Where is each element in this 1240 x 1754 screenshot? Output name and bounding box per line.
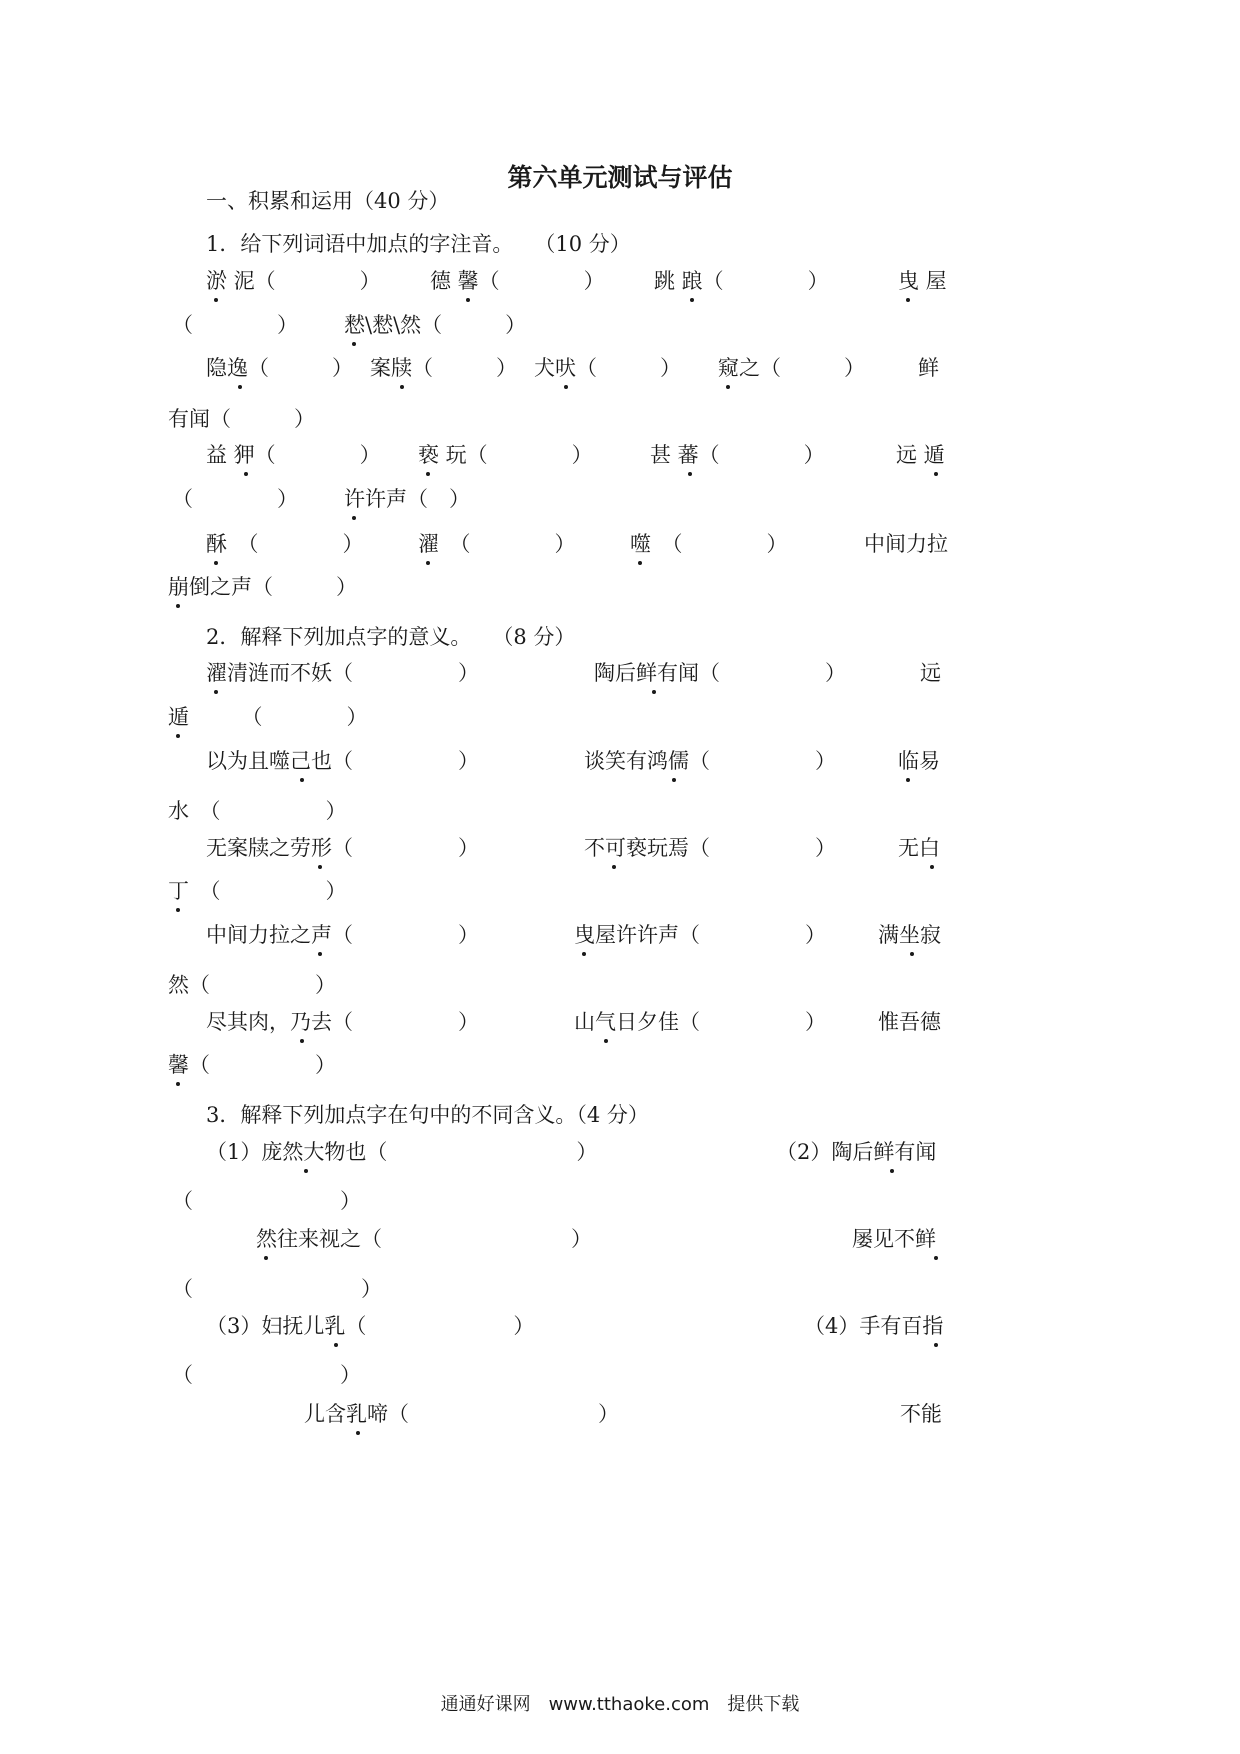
question-2-heading: 2．解释下列加点字的意义。 （8 分） [206, 625, 576, 649]
emphasis-dot [300, 1039, 304, 1043]
q1-item: 淤 泥（ ） [206, 269, 381, 293]
q1-item: 中间力拉 [864, 532, 948, 556]
emphasis-dot [672, 778, 676, 782]
emphasis-dot [176, 604, 180, 608]
emphasis-dot [638, 561, 642, 565]
emphasis-dot [304, 1169, 308, 1173]
q3-item: 然往来视之（ ） [256, 1227, 592, 1251]
emphasis-dot [726, 385, 730, 389]
q1-item: 隐逸（ ） [206, 356, 353, 380]
footer-text: 通通好课网 www.tthaoke.com 提供下载 [440, 1694, 800, 1715]
emphasis-dot [214, 561, 218, 565]
emphasis-dot [426, 472, 430, 476]
emphasis-dot [352, 342, 356, 346]
emphasis-dot [356, 1431, 360, 1435]
q2-item: 远 [920, 661, 941, 685]
emphasis-dot [934, 472, 938, 476]
q1-item: 案牍（ ） [370, 356, 517, 380]
q2-item: 水 （ ） [168, 799, 347, 823]
q2-item: 陶后鲜有闻（ ） [594, 661, 846, 685]
emphasis-dot [352, 516, 356, 520]
q1-item: 噬 （ ） [630, 532, 788, 556]
q1-item: 有闻（ ） [168, 407, 315, 431]
q3-item: 儿含乳啼（ ） [304, 1402, 619, 1426]
emphasis-dot [906, 298, 910, 302]
q2-item: 遁 （ ） [168, 705, 368, 729]
q1-item: 犬吠（ ） [534, 356, 681, 380]
emphasis-dot [652, 690, 656, 694]
emphasis-dot [612, 865, 616, 869]
emphasis-dot [176, 1082, 180, 1086]
q3-item: （1）庞然大物也（ ） [206, 1140, 598, 1164]
emphasis-dot [564, 385, 568, 389]
q2-item: 曳屋许许声（ ） [574, 923, 826, 947]
emphasis-dot [466, 298, 470, 302]
emphasis-dot [934, 1343, 938, 1347]
q1-item: 远 遁 [896, 443, 945, 467]
q2-item: 临易 [898, 749, 940, 773]
q1-item: 许许声（ ） [344, 487, 470, 511]
question-3-heading: 3．解释下列加点字在句中的不同含义。（4 分） [206, 1103, 649, 1127]
q1-item: 亵 玩（ ） [418, 443, 593, 467]
emphasis-dot [582, 952, 586, 956]
q1-item: 崩倒之声（ ） [168, 575, 357, 599]
q1-item: 曳 屋 [898, 269, 947, 293]
emphasis-dot [214, 298, 218, 302]
emphasis-dot [604, 1039, 608, 1043]
q3-item: （4）手有百指 [804, 1314, 944, 1338]
q2-item: 满坐寂 [878, 923, 941, 947]
q1-item: 甚 蕃（ ） [650, 443, 825, 467]
q2-item: 无白 [898, 836, 940, 860]
q3-item: （ ） [172, 1363, 361, 1387]
q2-item: 谈笑有鸿儒（ ） [584, 749, 836, 773]
emphasis-dot [934, 1256, 938, 1260]
q2-item: 无案牍之劳形（ ） [206, 836, 479, 860]
emphasis-dot [426, 561, 430, 565]
emphasis-dot [318, 952, 322, 956]
q2-item: 中间力拉之声（ ） [206, 923, 479, 947]
emphasis-dot [906, 778, 910, 782]
q3-item: （ ） [172, 1277, 382, 1301]
emphasis-dot [688, 472, 692, 476]
q3-item: 屡见不鲜 [852, 1227, 936, 1251]
emphasis-dot [910, 952, 914, 956]
emphasis-dot [244, 472, 248, 476]
q1-item: 濯 （ ） [418, 532, 576, 556]
page-title: 第六单元测试与评估 [507, 163, 733, 192]
question-1-heading: 1．给下列词语中加点的字注音。 （10 分） [206, 232, 631, 256]
q2-item: 尽其肉，乃去（ ） [206, 1010, 479, 1034]
emphasis-dot [238, 385, 242, 389]
q1-item: （ ） [172, 487, 298, 511]
q1-item: 跳 踉（ ） [654, 269, 829, 293]
q2-item: 惟吾德 [878, 1010, 941, 1034]
emphasis-dot [400, 385, 404, 389]
emphasis-dot [690, 298, 694, 302]
q3-item: （ ） [172, 1189, 361, 1213]
emphasis-dot [890, 1169, 894, 1173]
q3-item: （3）妇抚儿乳（ ） [206, 1314, 535, 1338]
q1-item: 窥之（ ） [718, 356, 865, 380]
q2-item: 以为且噬己也（ ） [206, 749, 479, 773]
emphasis-dot [930, 865, 934, 869]
q1-item: 鲜 [918, 356, 939, 380]
q2-item: 馨（ ） [168, 1053, 336, 1077]
q2-item: 不可亵玩焉（ ） [584, 836, 836, 860]
emphasis-dot [176, 908, 180, 912]
q1-item: 德 馨（ ） [430, 269, 605, 293]
q3-item: （2）陶后鲜有闻 [776, 1140, 937, 1164]
emphasis-dot [264, 1256, 268, 1260]
q2-item: 濯清涟而不妖（ ） [206, 661, 479, 685]
emphasis-dot [214, 690, 218, 694]
q1-item: 酥 （ ） [206, 532, 364, 556]
q1-item: （ ） [172, 313, 298, 337]
q2-item: 然（ ） [168, 973, 336, 997]
q1-item: 慭\慭\然（ ） [344, 313, 527, 337]
q2-item: 山气日夕佳（ ） [574, 1010, 826, 1034]
emphasis-dot [334, 1343, 338, 1347]
q2-item: 丁 （ ） [168, 879, 347, 903]
section-heading: 一、积累和运用（40 分） [206, 189, 450, 213]
q1-item: 益 狎（ ） [206, 443, 381, 467]
emphasis-dot [318, 865, 322, 869]
emphasis-dot [176, 734, 180, 738]
q3-item: 不能 [900, 1402, 942, 1426]
emphasis-dot [300, 778, 304, 782]
